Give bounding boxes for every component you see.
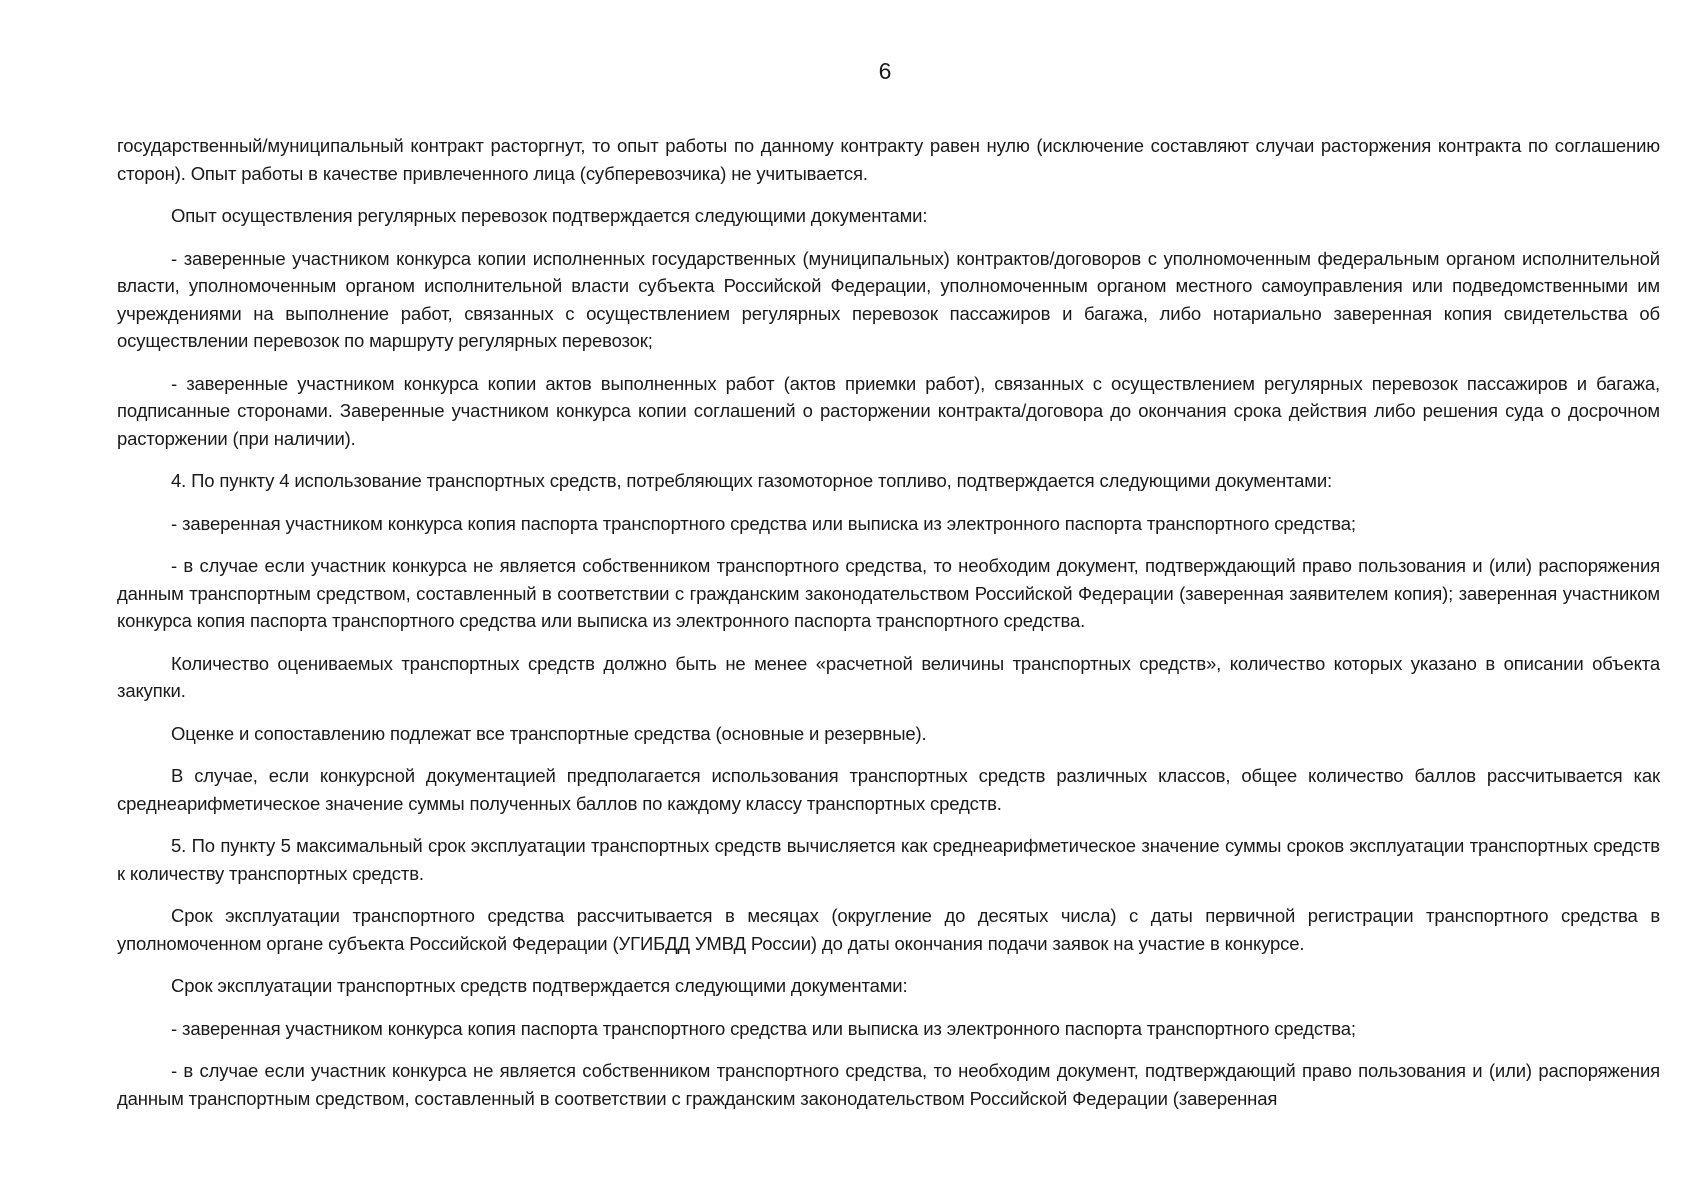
paragraph-non-owner: - в случае если участник конкурса не является собственником транспортного средства, то необходим документ, подтверждающий право пользования и (или) распоряжения данным транспортным средством, составленный в соответствии с гражданским законодательством Российской Федерации (заверенная заявителем копия); заверенная участником конкурса копия паспорта транспортного средства или выписка из электронного паспорта транспортного средства. — [117, 555, 1660, 631]
page-number: 6 — [878, 58, 892, 84]
paragraph-item-5: 5. По пункту 5 максимальный срок эксплуатации транспортных средств вычисляется как среднеарифметическое значение суммы сроков эксплуатации транспортных средств к количеству транспортных средств. — [117, 835, 1660, 884]
paragraph-non-owner-2: - в случае если участник конкурса не является собственником транспортного средства, то необходим документ, подтверждающий право пользования и (или) распоряжения данным транспортным средством, составленный в соответствии с гражданским законодательством Российской Федерации (заверенная — [117, 1060, 1660, 1109]
document-body — [117, 132, 1660, 1127]
paragraph-passport-copy: - заверенная участником конкурса копия паспорта транспортного средства или выписка из электронного паспорта транспортного средства; — [171, 512, 1356, 534]
paragraph-service-life-docs-intro: Срок эксплуатации транспортных средств подтверждается следующими документами: — [171, 975, 908, 996]
paragraph-contract-copies: - заверенные участником конкурса копии исполненных государственных (муниципальных) контрактов/договоров с уполномоченным федеральным органом исполнительной власти, уполномоченным органом исполнительной власти субъекта Российской Федерации, уполномоченным органом местного самоуправления или подведомственными им учреждениями на выполнение работ, связанных с осуществлением регулярных перевозок пассажиров и багажа, либо нотариально заверенная копия свидетельства об осуществлении перевозок по маршруту регулярных перевозок; — [117, 247, 1660, 351]
paragraph-passport-copy-2: - заверенная участником конкурса копия паспорта транспортного средства или выписка из электронного паспорта транспортного средства; — [171, 1017, 1356, 1039]
paragraph-vehicle-count: Количество оцениваемых транспортных средств должно быть не менее «расчетной величины транспортных средств», количество которых указано в описании объекта закупки. — [117, 652, 1660, 701]
paragraph-experience-docs-intro: Опыт осуществления регулярных перевозок подтверждается следующими документами: — [171, 205, 928, 226]
paragraph-work-acts: - заверенные участником конкурса копии актов выполненных работ (актов приемки работ), связанных с осуществлением регулярных перевозок пассажиров и багажа, подписанные сторонами. Заверенные участником конкурса копии соглашений о расторжении контракта/договора до окончания срока действия либо решения суда о досрочном расторжении (при наличии). — [117, 372, 1660, 449]
paragraph-vehicle-classes: В случае, если конкурсной документацией предполагается использования транспортных средств различных классов, общее количество баллов рассчитывается как среднеарифметическое значение суммы полученных баллов по каждому классу транспортных средств. — [117, 765, 1660, 814]
paragraph-item-4: 4. По пункту 4 использование транспортных средств, потребляющих газомоторное топливо, подтверждается следующими документами: — [171, 470, 1333, 491]
paragraph-service-life-calc: Срок эксплуатации транспортного средства рассчитывается в месяцах (округление до десятых числа) с даты первичной регистрации транспортного средства в уполномоченном органе субъекта Российской Федерации (УГИБДД УМВД России) до даты окончания подачи заявок на участие в конкурсе. — [117, 905, 1660, 954]
paragraph-all-vehicles: Оценке и сопоставлению подлежат все транспортные средства (основные и резервные). — [171, 722, 927, 744]
paragraph-contract-termination: государственный/муниципальный контракт расторгнут, то опыт работы по данному контракту равен нулю (исключение составляют случаи расторжения контракта по соглашению сторон). Опыт работы в качестве привлеченного лица (субперевозчика) не учитывается. — [117, 135, 1660, 184]
